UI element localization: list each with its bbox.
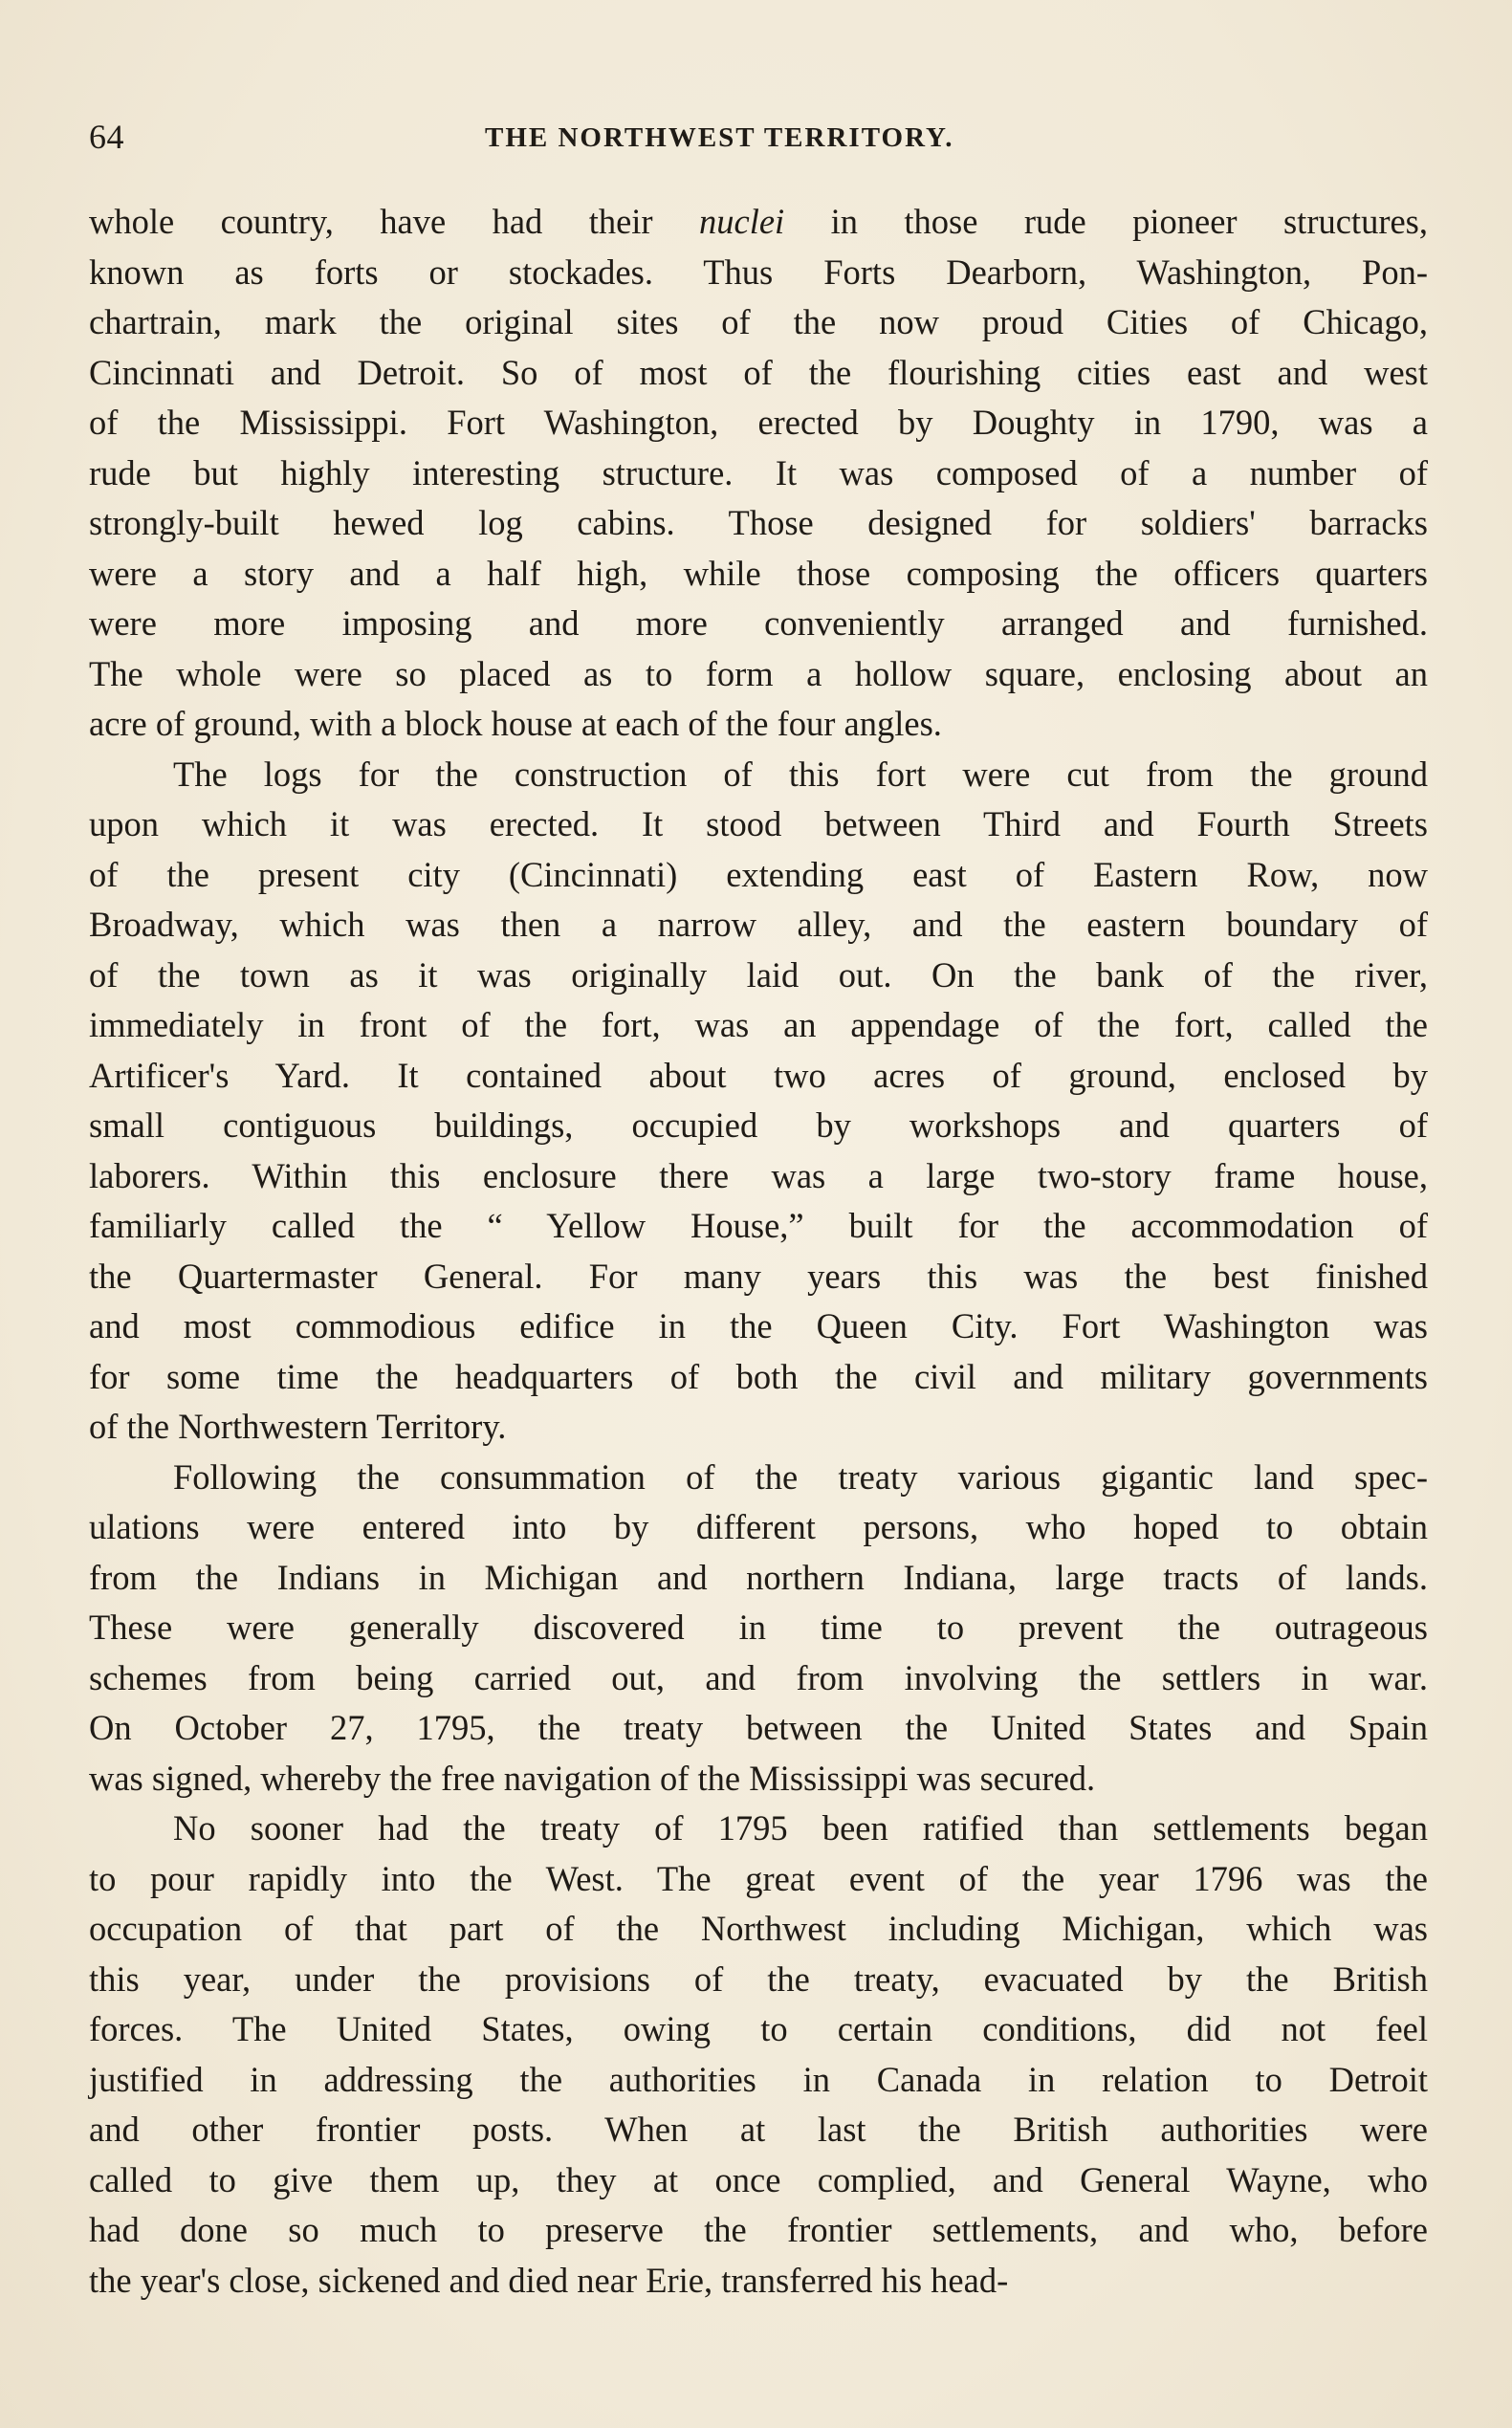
text-line: immediately in front of the fort, was an appendage of the fort, called the	[89, 1005, 1428, 1044]
text-line: occupation of that part of the Northwest including Michigan, which was	[89, 1909, 1428, 1948]
text-line: Cincinnati and Detroit. So of most of the flourishing cities east and west	[89, 352, 1428, 392]
text-line: ulations were entered into by different persons, who hoped to obtain	[89, 1507, 1428, 1546]
text-line: and other frontier posts. When at last the British authorities were	[89, 2110, 1428, 2149]
text-line: of the Northwestern Territory.	[89, 1407, 507, 1446]
page-header	[89, 117, 1428, 164]
text-line: whole country, have had their nuclei in those rude pioneer structures,	[89, 202, 1428, 241]
text-line: and most commodious edifice in the Queen City. Fort Washington was	[89, 1306, 1428, 1345]
text-line: the Quartermaster General. For many years this was the best finished	[89, 1256, 1428, 1296]
text-line: On October 27, 1795, the treaty between the United States and Spain	[89, 1708, 1428, 1747]
text-line: familiarly called the “ Yellow House,” built for the accommodation of	[89, 1206, 1428, 1245]
running-head: THE NORTHWEST TERRITORY.	[485, 122, 954, 153]
text-line: rude but highly interesting structure. It was composed of a number of	[89, 452, 1428, 492]
body-text	[89, 197, 1428, 2306]
text-line: These were generally discovered in time to prevent the outrageous	[89, 1608, 1428, 1647]
text-line: No sooner had the treaty of 1795 been ratified than settlements began	[173, 1808, 1428, 1848]
text-line: were a story and a half high, while those composing the officers quarters	[89, 553, 1428, 593]
paragraph	[89, 1453, 1428, 1805]
text-line: this year, under the provisions of the treaty, evacuated by the British	[89, 1958, 1428, 1999]
text-line: chartrain, mark the original sites of the now proud Cities of Chicago,	[89, 302, 1428, 341]
text-line: schemes from being carried out, and from involving the settlers in war.	[89, 1657, 1428, 1697]
text-line: The logs for the construction of this fort were cut from the ground	[173, 754, 1428, 794]
text-line: Following the consummation of the treaty various gigantic land spec-	[173, 1456, 1428, 1497]
text-line: of the Mississippi. Fort Washington, erected by Doughty in 1790, was a	[89, 403, 1428, 442]
paragraph	[89, 750, 1428, 1453]
text-line: small contiguous buildings, occupied by workshops and quarters of	[89, 1105, 1428, 1145]
text-line: justified in addressing the authorities in Canada in relation to Detroit	[89, 2059, 1428, 2099]
page-number: 64	[89, 118, 124, 156]
text-line: were more imposing and more conveniently arranged and furnished.	[89, 603, 1428, 643]
text-line: to pour rapidly into the West. The great event of the year 1796 was the	[89, 1858, 1428, 1898]
text-line: had done so much to preserve the frontier settlements, and who, before	[89, 2210, 1428, 2249]
text-line: Artificer's Yard. It contained about two acres of ground, enclosed by	[89, 1055, 1428, 1095]
text-line: called to give them up, they at once complied, and General Wayne, who	[89, 2159, 1428, 2199]
paragraph	[89, 197, 1428, 750]
text-line: known as forts or stockades. Thus Forts Dearborn, Washington, Pon-	[89, 252, 1428, 292]
text-line: laborers. Within this enclosure there was a large two-story frame house,	[89, 1155, 1428, 1195]
text-line: upon which it was erected. It stood between Third and Fourth Streets	[89, 804, 1428, 843]
text-line: from the Indians in Michigan and northern Indiana, large tracts of lands.	[89, 1557, 1428, 1597]
paragraph	[89, 1804, 1428, 2306]
text-line: of the present city (Cincinnati) extending east of Eastern Row, now	[89, 854, 1428, 894]
text-line: strongly-built hewed log cabins. Those designed for soldiers' barracks	[89, 503, 1428, 542]
text-line: the year's close, sickened and died near Erie, transferred his head-	[89, 2260, 1009, 2300]
text-line: for some time the headquarters of both the civil and military governments	[89, 1356, 1428, 1396]
text-line: acre of ground, with a block house at each of the four angles.	[89, 704, 942, 743]
text-line: The whole were so placed as to form a hollow square, enclosing about an	[89, 653, 1428, 693]
text-line: of the town as it was originally laid out. On the bank of the river,	[89, 954, 1428, 995]
text-line: was signed, whereby the free navigation of the Mississippi was secured.	[89, 1758, 1096, 1798]
text-line: Broadway, which was then a narrow alley, and the eastern boundary of	[89, 905, 1428, 944]
text-line: forces. The United States, owing to certain conditions, did not feel	[89, 2009, 1428, 2048]
